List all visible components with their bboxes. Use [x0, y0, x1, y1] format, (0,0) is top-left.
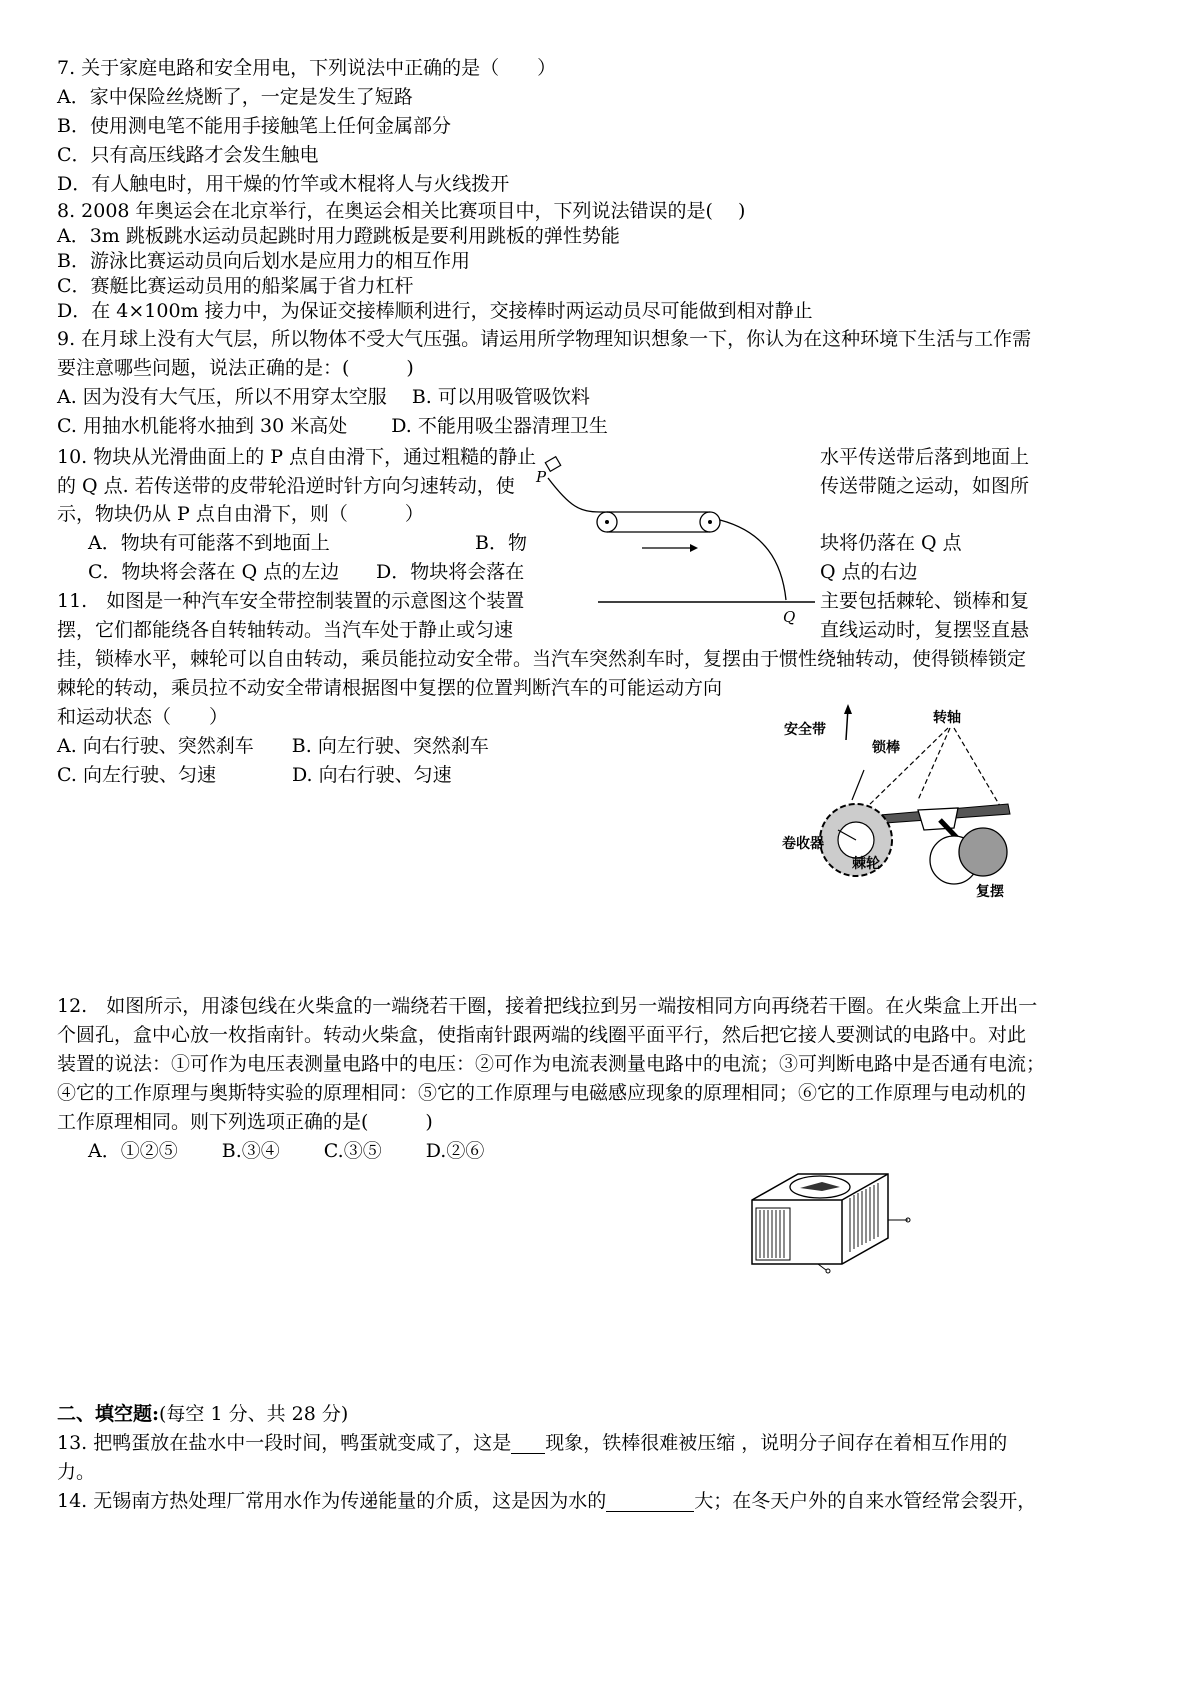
q10-option-b-end: 块将仍落在 Q 点	[820, 532, 962, 554]
q14-line1	[57, 1490, 1036, 1512]
q7-option-a: A．家中保险丝烧断了，一定是发生了短路	[57, 86, 413, 108]
q11-line2-right: 直线运动时，复摆竖直悬	[820, 619, 1030, 641]
q8-option-c: C．赛艇比赛运动员用的船桨属于省力杠杆	[57, 275, 414, 297]
q11-line3: 挂，锁棒水平，棘轮可以自由转动，乘员能拉动安全带。当汽车突然刹车时，复摆由于惯性绕轴转动，使得锁棒锁定	[57, 648, 1027, 670]
q11-line5: 和运动状态（ ）	[57, 706, 229, 728]
q10-line2-right: 传送带随之运动，如图所	[820, 475, 1030, 497]
section-2-header	[57, 1403, 348, 1425]
coil-left-windings	[760, 1210, 784, 1258]
pendulum-bracket	[918, 808, 958, 830]
label-ratchet: 棘轮	[852, 856, 880, 872]
q13-text-before-blank: 13. 把鸭蛋放在盐水中一段时间，鸭蛋就变咸了，这是	[57, 1432, 512, 1454]
label-pendulum: 复摆	[976, 884, 1004, 900]
q10-option-d-end: Q 点的右边	[820, 561, 918, 583]
q10-option-c: C．物块将会落在 Q 点的左边	[88, 561, 340, 583]
q14-text-after-blank: 大；在冬天户外的自来水管经常会裂开，	[694, 1490, 1037, 1512]
matchbox-compass-figure	[738, 1160, 916, 1278]
q7-option-b: B．使用测电笔不能用手接触笔上任何金属部分	[57, 115, 451, 137]
q11-line1-right: 主要包括棘轮、锁棒和复	[820, 590, 1030, 612]
q9-options-cd: C. 用抽水机能将水抽到 30 米高处 D. 不能用吸尘器清理卫生	[57, 415, 608, 437]
q9-stem-line2: 要注意哪些问题，说法正确的是：( )	[57, 357, 414, 379]
q12-line3: 装置的说法：①可作为电压表测量电路中的电压：②可作为电流表测量电路中的电流；③可判断电路中是否通有电流；	[57, 1053, 1046, 1075]
left-pulley-axle	[605, 520, 609, 524]
q12-line2: 个圆孔，盒中心放一枚指南针。转动火柴盒，使指南针跟两端的线圈平面平行，然后把它接人要测试的电路中。对此	[57, 1024, 1027, 1046]
terminal-bottom	[826, 1269, 830, 1273]
q13-answer-blank[interactable]	[511, 1433, 545, 1454]
belt-strap	[852, 770, 864, 800]
lead-wire-bottom	[818, 1264, 826, 1270]
q8-stem: 8. 2008 年奥运会在北京举行，在奥运会相关比赛项目中，下列说法错误的是( )	[57, 200, 746, 222]
q7-stem: 7. 关于家庭电路和安全用电，下列说法中正确的是（ ）	[57, 57, 557, 79]
q10-option-b-start: B．物	[475, 532, 527, 554]
q7-option-c: C．只有高压线路才会发生触电	[57, 144, 319, 166]
section-2-title: 二、填空题:	[57, 1403, 160, 1425]
q8-option-b: B．游泳比赛运动员向后划水是应用力的相互作用	[57, 250, 470, 272]
label-lockbar: 锁棒	[872, 740, 900, 756]
q9-options-ab: A. 因为没有大气压，所以不用穿太空服 B. 可以用吸管吸饮料	[57, 386, 590, 408]
q11-line2-left: 摆，它们都能绕各自转轴转动。当汽车处于静止或匀速	[57, 619, 514, 641]
q11-options-cd: C. 向左行驶、匀速 D. 向右行驶、匀速	[57, 764, 452, 786]
q11-line1-left: 11. 如图是一种汽车安全带控制装置的示意图这个装置	[57, 590, 525, 612]
conveyor-belt-figure	[530, 452, 820, 630]
seatbelt-arrowhead	[844, 704, 852, 714]
q8-option-a: A．3m 跳板跳水运动员起跳时用力蹬跳板是要利用跳板的弹性势能	[57, 225, 620, 247]
smooth-curve	[548, 478, 610, 512]
q14-text-before-blank: 14. 无锡南方热处理厂常用水作为传递能量的介质，这是因为水的	[57, 1490, 607, 1512]
q10-line3: 示，物块仍从 P 点自由滑下，则（ ）	[57, 503, 424, 525]
motion-arrowhead	[690, 544, 698, 552]
q13-text-after-blank: 现象，铁棒很难被压缩 ，说明分子间存在着相互作用的	[545, 1432, 1008, 1454]
section-2-note: (每空 1 分、共 28 分)	[159, 1403, 349, 1425]
label-axis: 转轴	[933, 710, 961, 726]
q9-stem-line1: 9. 在月球上没有大气层，所以物体不受大气压强。请运用所学物理知识想象一下，你认为在这种环境下生活与工作需	[57, 328, 1032, 350]
q10-line2-left: 的 Q 点. 若传送带的皮带轮沿逆时针方向匀速转动，使	[57, 475, 515, 497]
trajectory-curve	[720, 520, 786, 600]
block-mark	[545, 457, 560, 472]
q10-line1-right: 水平传送带后落到地面上	[820, 446, 1030, 468]
q12-options: A．①②⑤ B.③④ C.③⑤ D.②⑥	[88, 1140, 485, 1162]
q10-option-a: A．物块有可能落不到地面上	[88, 532, 330, 554]
label-seatbelt: 安全带	[784, 722, 826, 738]
q12-line4: ④它的工作原理与奥斯特实验的原理相同：⑤它的工作原理与电磁感应现象的原理相同；⑥它的工作原理与电动机的	[57, 1082, 1027, 1104]
axis-pointer-2	[918, 728, 950, 800]
q12-line5: 工作原理相同。则下列选项正确的是( )	[57, 1111, 433, 1133]
point-p-label: P	[536, 468, 547, 486]
q11-options-ab: A. 向右行驶、突然刹车 B. 向左行驶、突然刹车	[57, 735, 489, 757]
q14-answer-blank[interactable]	[606, 1491, 694, 1512]
right-pulley-axle	[708, 520, 712, 524]
axis-pointer-3	[954, 728, 1000, 806]
point-q-label: Q	[783, 608, 796, 626]
q13-line1	[57, 1432, 1007, 1454]
seatbelt-mechanism-figure	[768, 700, 1026, 900]
q10-option-d-start: D．物块将会落在	[376, 561, 525, 583]
q11-line4: 棘轮的转动，乘员拉不动安全带请根据图中复摆的位置判断汽车的可能运动方向	[57, 677, 723, 699]
q13-line2: 力。	[57, 1461, 96, 1483]
pendulum-bob	[959, 828, 1007, 876]
q8-option-d: D．在 4×100m 接力中，为保证交接棒顺利进行，交接棒时两运动员尽可能做到相对静止	[57, 300, 813, 322]
label-retractor: 卷收器	[782, 836, 824, 852]
q10-line1-left: 10. 物块从光滑曲面上的 P 点自由滑下，通过粗糙的静止	[57, 446, 537, 468]
q7-option-d: D．有人触电时，用干燥的竹竿或木棍将人与火线拨开	[57, 173, 510, 195]
q12-line1: 12. 如图所示，用漆包线在火柴盒的一端绕若干圈，接着把线拉到另一端按相同方向再绕若干圈。在火柴盒上开出一	[57, 995, 1038, 1017]
